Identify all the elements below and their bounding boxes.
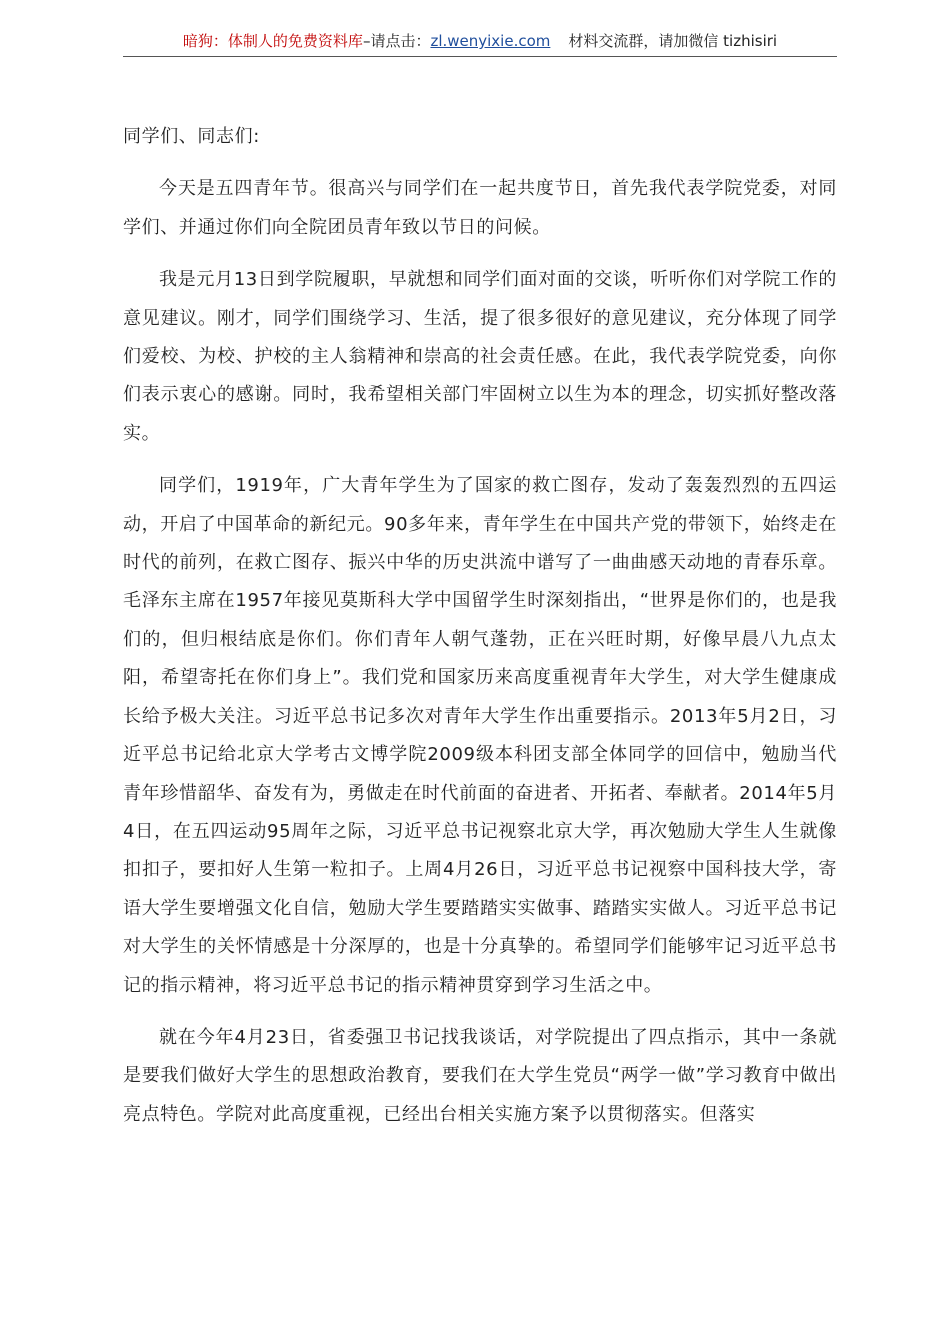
paragraph-2: 我是元月13日到学院履职，早就想和同学们面对面的交谈，听听你们对学院工作的意见建议。刚才，同学们围绕学习、生活，提了很多很好的意见建议，充分体现了同学们爱校、为校、护校的主人翁精神和崇高的社会责任感。在此，我代表学院党委，向你们表示衷心的感谢。同时，我希望相关部门牢固树立以生为本的理念，切实抓好整改落实。 (123, 269, 837, 444)
paragraph-4: 就在今年4月23日，省委强卫书记找我谈话，对学院提出了四点指示，其中一条就是要我们做好大学生的思想政治教育，要我们在大学生党员“两学一做”学习教育中做出亮点特色。学院对此高度重视，已经出台相关实施方案予以贯彻落实。但落实 (123, 1026, 837, 1125)
header-prompt: –请点击： (362, 32, 431, 50)
header-brand: 暗狗：体制人的免费资料库 (182, 32, 363, 50)
paragraph-1: 今天是五四青年节。很高兴与同学们在一起共度节日，首先我代表学院党委，对同学们、并通过你们向全院团员青年致以节日的问候。 (123, 178, 837, 238)
greeting: 同学们、同志们: (123, 126, 260, 147)
document-body (123, 118, 837, 1148)
paragraph-3: 同学们，1919年，广大青年学生为了国家的救亡图存，发动了轰轰烈烈的五四运动，开启了中国革命的新纪元。90多年来，青年学生在中国共产党的带领下，始终走在时代的前列，在救亡图存、振兴中华的历史洪流中谱写了一曲曲感天动地的青春乐章。毛泽东主席在1957年接见莫斯科大学中国留学生时深刻指出，“世界是你们的，也是我们的，但归根结底是你们。你们青年人朝气蓬勃，正在兴旺时期，好像早晨八九点太阳，希望寄托在你们身上”。我们党和国家历来高度重视青年大学生，对大学生健康成长给予极大关注。习近平总书记多次对青年大学生作出重要指示。2013年5月2日，习近平总书记给北京大学考古文博学院2009级本科团支部全体同学的回信中，勉励当代青年珍惜韶华、奋发有为，勇做走在时代前面的奋进者、开拓者、奉献者。2014年5月4日，在五四运动95周年之际，习近平总书记视察北京大学，再次勉励大学生人生就像扣扣子，要扣好人生第一粒扣子。上周4月26日，习近平总书记视察中国科技大学，寄语大学生要增强文化自信，勉励大学生要踏踏实实做事、踏踏实实做人。习近平总书记对大学生的关怀情感是十分深厚的，也是十分真挚的。希望同学们能够牢记习近平总书记的指示精神，将习近平总书记的指示精神贯穿到学习生活之中。 (123, 475, 837, 996)
header-link[interactable]: zl.wenyixie.com (430, 32, 551, 50)
header-wechat-note: 材料交流群，请加微信 tizhisiri (568, 32, 778, 50)
page-header (123, 28, 837, 57)
